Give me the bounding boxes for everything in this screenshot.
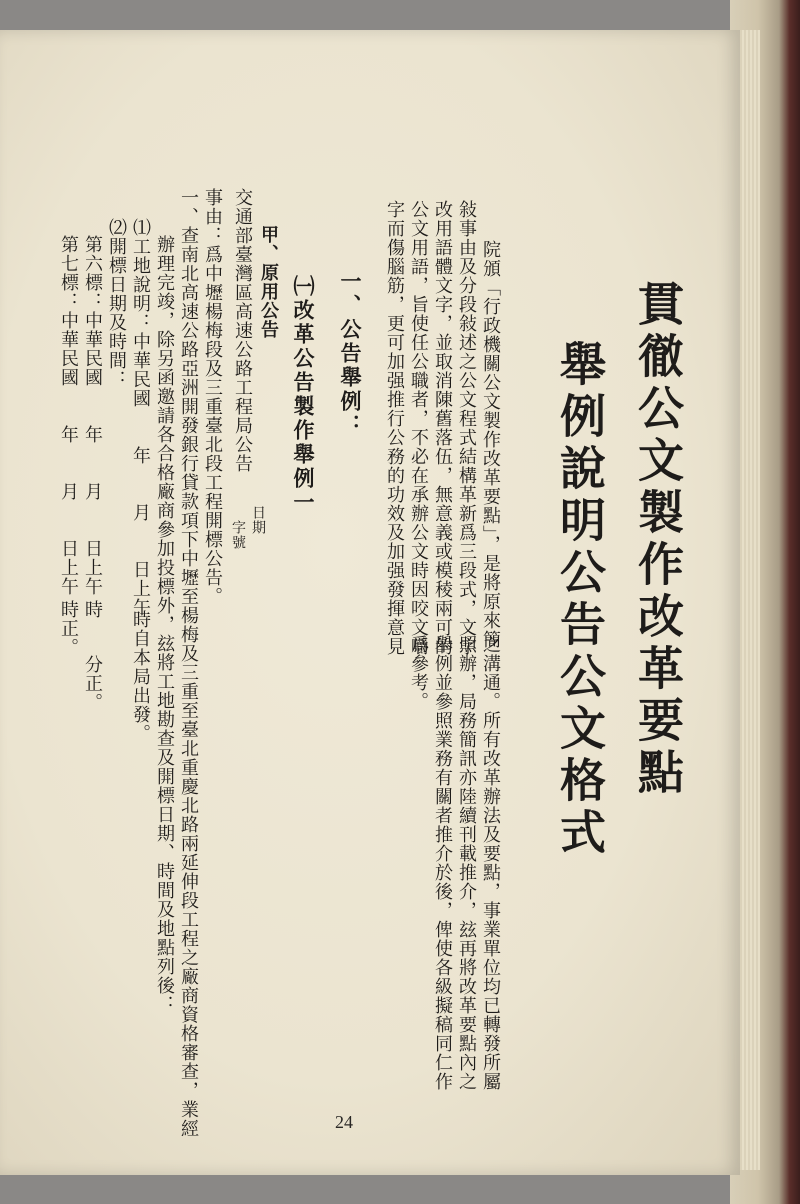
notice-issuer: 交通部臺灣區高速公路工程局公告: [232, 188, 253, 473]
bid7-hour: 時正。: [58, 600, 79, 657]
intro-p1-line-3: 改用語體文字，並取消陳舊落伍，無意義或模稜兩可的: [432, 200, 453, 656]
part-a-label: 甲、原用公告: [258, 225, 279, 339]
intro-p2-line-4: 爲參考。: [408, 635, 429, 711]
intro-p1-line-4: 公文用語，旨使任公職者，不必在承辦公文時因咬文嚼: [408, 200, 429, 656]
notice-subject: 事由：爲中壢楊梅段及三重臺北段工程開標公告。: [202, 188, 223, 606]
sub-heading: ㈠改革公告製作舉例一: [291, 275, 316, 515]
intro-p2-line-2: 照辦，局務簡訊亦陸續刊載推介，玆再將改革要點內之: [456, 635, 477, 1091]
intro-p1-line-1: 院頒「行政機關公文製作改革要點」，是將原來簡: [480, 240, 501, 649]
bid6-minute: 分正。: [82, 655, 103, 712]
bid6-hour: 時: [82, 600, 103, 619]
section-heading: 一、公告舉例：: [338, 270, 363, 438]
item1-line-2: 辦理完竣，除另函邀請各合格廠商參加投標外，玆將工地勘查及開標日期、時間及地點列後：: [154, 235, 175, 1014]
intro-p1-line-2: 敍事由及分段敍述之公文程式結構革新爲三段式，文字: [456, 200, 477, 656]
book-page: [0, 30, 740, 1175]
subitem2-label: ⑵開標日期及時間：: [106, 218, 127, 389]
date-label: 日期: [250, 505, 266, 535]
item1-line-1: 一、查南北高速公路亞洲開發銀行貸款項下中壢至楊梅及三重至臺北重慶北路兩延伸段工程之廠商資格審查，業經: [178, 188, 199, 1138]
intro-p2-line-1: 之溝通。所有改革辦法及要點，事業單位均已轉發所屬: [480, 635, 501, 1091]
bid7-label: 第七標：中華民國 年 月 日上午: [58, 235, 79, 596]
subitem1-label: ⑴工地說明：中華民國 年 月 日上午: [130, 218, 151, 617]
subitem1-time: 時自本局出發。: [130, 610, 151, 743]
title-line-2: 舉例說明公告公文格式: [553, 340, 607, 860]
page-number: 24: [335, 1112, 353, 1132]
title-line-1: 貫徹公文製作改革要點: [631, 280, 685, 800]
number-label: 字號: [230, 520, 246, 550]
intro-p1-line-5: 字而傷腦筋，更可加强推行公務的功效及加强發揮意見: [384, 200, 405, 656]
intro-p2-line-3: 舉例並參照業務有關者推介於後，俾使各級擬稿同仁作: [432, 635, 453, 1091]
bid6-label: 第六標：中華民國 年 月 日上午: [82, 235, 103, 596]
